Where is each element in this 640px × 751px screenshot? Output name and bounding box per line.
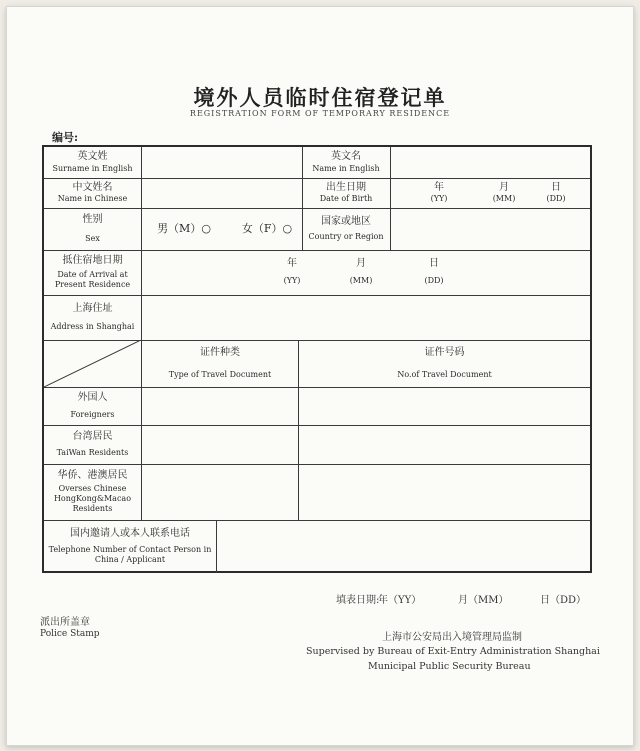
birth-day[interactable]: 日 (DD) — [546, 181, 566, 204]
contact-phone-field[interactable] — [217, 520, 590, 573]
diagonal-divider — [44, 340, 141, 387]
form-subtitle: REGISTRATION FORM OF TEMPORARY RESIDENCE — [189, 109, 451, 118]
fill-date-day[interactable]: 日（DD） — [540, 595, 587, 606]
fill-date-year[interactable]: 年（YY） — [378, 595, 422, 606]
sex-label: 性别 Sex — [82, 213, 103, 244]
birth-month[interactable]: 月 (MM) — [492, 181, 516, 204]
fill-date-label: 填表日期: — [336, 595, 380, 606]
fill-date-month[interactable]: 月（MM） — [458, 595, 509, 606]
serial-number-label: 编号: — [52, 131, 79, 144]
form-title: 境外人员临时住宿登记单 — [193, 85, 447, 110]
overseas-doc-number-field[interactable] — [299, 464, 590, 520]
birth-year[interactable]: 年 (YY) — [430, 181, 448, 204]
bureau-en-line2: Municipal Public Security Bureau — [368, 661, 531, 672]
police-stamp-label-en: Police Stamp — [40, 629, 100, 639]
sex-male-option[interactable]: 男（M）○ — [157, 222, 211, 236]
country-field[interactable] — [391, 208, 590, 250]
chinese-name-field[interactable] — [142, 178, 302, 208]
taiwan-doc-type-field[interactable] — [142, 425, 298, 464]
bureau-en-line1: Supervised by Bureau of Exit-Entry Administration Shanghai — [306, 646, 600, 657]
address-field[interactable] — [142, 295, 590, 340]
taiwan-doc-number-field[interactable] — [299, 425, 590, 464]
doc-type-header: 证件种类 Type of Travel Document — [168, 347, 272, 379]
bureau-cn: 上海市公安局出入境管理局监制 — [382, 632, 522, 643]
foreigners-label: 外国人 Foreigners — [70, 392, 115, 419]
country-label: 国家或地区 Country or Region — [308, 215, 384, 242]
foreigners-doc-type-field[interactable] — [142, 387, 298, 425]
police-stamp-label-cn: 派出所盖章 — [40, 617, 90, 628]
arrival-day[interactable]: 日 (DD) — [424, 257, 444, 286]
taiwan-label: 台湾居民 TaiWan Residents — [56, 430, 129, 458]
overseas-doc-type-field[interactable] — [142, 464, 298, 520]
address-label: 上海住址 Address in Shanghai — [50, 303, 135, 331]
chinese-name-label: 中文姓名 Name in Chinese — [57, 181, 128, 204]
birth-date-label: 出生日期 Date of Birth — [319, 181, 373, 204]
doc-number-header: 证件号码 No.of Travel Document — [397, 347, 492, 379]
surname-field[interactable] — [142, 147, 302, 178]
foreigners-doc-number-field[interactable] — [299, 387, 590, 425]
surname-label: 英文姓 Surname in English — [52, 151, 133, 173]
given-name-field[interactable] — [391, 147, 590, 178]
sex-female-option[interactable]: 女（F）○ — [241, 222, 293, 236]
overseas-label: 华侨、港澳居民 Overses Chinese HongKong&Macao Residents — [53, 469, 132, 514]
contact-phone-label: 国内邀请人或本人联系电话 Telephone Number of Contact Person in China / Applicant — [48, 527, 212, 565]
arrival-month[interactable]: 月 (MM) — [349, 257, 373, 286]
registration-table — [42, 145, 592, 573]
arrival-year[interactable]: 年 (YY) — [283, 257, 301, 286]
given-name-label: 英文名 Name in English — [312, 151, 380, 173]
arrival-date-label: 抵住宿地日期 Date of Arrival at Present Residence — [54, 254, 131, 290]
